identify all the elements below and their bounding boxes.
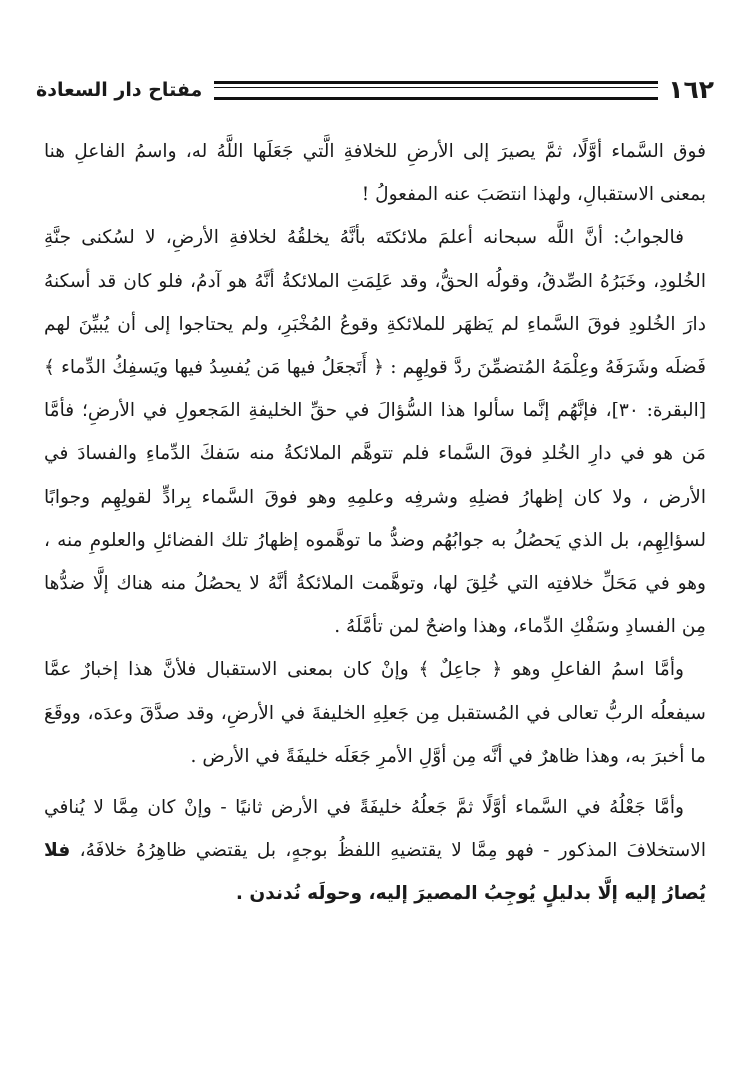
- paragraph-2: فالجوابُ: أنَّ اللَّه سبحانه أعلمَ ملائكتَه بأنَّهُ يخلقُهُ لخلافةِ الأرضِ، لا لسُكنى جنَّةِ الخُلودِ، وخَبَرُهُ الصِّدقُ، وقولُه الحقُّ، وقد عَلِمَتِ الملائكةُ أنَّهُ هو آدمُ، فلو كان قد أسكنهُ دارَ الخُلودِ فوقَ السَّماءِ لم يَظهَر للملائكةِ وقوعُ المُخْبَرِ، ولم يحتاجوا إلى أن يُبيِّنَ لهم فَضلَه وشَرَفَهُ وعِلْمَهُ المُتضمِّنَ ردَّ قولِهِم : ﴿ أَتَجعَلُ فيها مَن يُفسِدُ فيها ويَسفِكُ الدِّماء ﴾ [البقرة: ٣٠]، فإنَّهُم إنَّما سألوا هذا السُّؤالَ في حقِّ الخليفةِ المَجعولِ في الأرضِ؛ فأمَّا مَن هو في دارِ الخُلدِ فوقَ السَّماء فلم تتوهَّم الملائكةُ منه سَفكَ الدِّماءِ والفسادَ في الأرض ، ولا كان إظهارُ فضلِهِ وشرفِه وعلمِهِ وهو فوقَ السَّماء بِرادٍّ لقولِهِم وجوابًا لسؤالِهِم، بل الذي يَحصُلُ به جوابُهُم وضدُّ ما توهَّموه إظهارُ تلك الفضائلِ والعلومِ منه ، وهو في مَحَلِّ خلافتِه التي خُلِقَ لها، وتوهَّمت الملائكةُ أنَّهُ لا يحصُلُ منه هناك إلَّا ضدُّها مِن الفسادِ وسَفْكِ الدِّماء، وهذا واضحٌ لمن تأمَّلَهُ .: [44, 227, 706, 638]
- paragraph-3: وأمَّا اسمُ الفاعلِ وهو ﴿ جاعِلٌ ﴾ وإنْ كان بمعنى الاستقبال فلأنَّ هذا إخبارٌ عمَّا سيفعلُه الربُّ تعالى في المُستقبل مِن جَعلِهِ الخليفةَ في الأرضِ، وقد صدَّقَ وعدَه، ووقَعَ ما أخبرَ به، وهذا ظاهرٌ في أنَّه مِن أوَّلِ الأمرِ جَعَلَه خليفَةً في الأرض .: [44, 659, 706, 767]
- paragraph-4-bold-text: فلا يُصارُ إليه إلَّا بدليلٍ يُوجِبُ المصيرَ إليه، وحولَه نُدندن .: [44, 840, 706, 905]
- header-rule: [214, 81, 658, 100]
- running-title: مفتاح دار السعادة: [36, 79, 203, 101]
- page-header: [36, 76, 714, 104]
- page-number: ١٦٢: [668, 75, 714, 104]
- page-body: [44, 130, 706, 916]
- paragraph-1: فوق السَّماء أوَّلًا، ثمَّ يصيرَ إلى الأرضِ للخلافةِ الَّتي جَعَلَها اللَّهُ له، واسمُ الفاعلِ هنا بمعنى الاستقبالِ، ولهذا انتصَبَ عنه المفعولُ !: [44, 141, 706, 206]
- paragraph-4-text: وأمَّا جَعْلُهُ في السَّماء أوَّلًا ثمَّ جَعلُهُ خليفَةً في الأرض ثانيًا - وإنْ كان مِمَّا لا يُنافي الاستخلافَ المذكور - فهو مِمَّا لا يقتضيهِ اللفظُ بوجهٍ، بل يقتضي ظاهِرُهُ خلافَهُ،: [44, 797, 706, 862]
- paragraph-4: [44, 786, 706, 916]
